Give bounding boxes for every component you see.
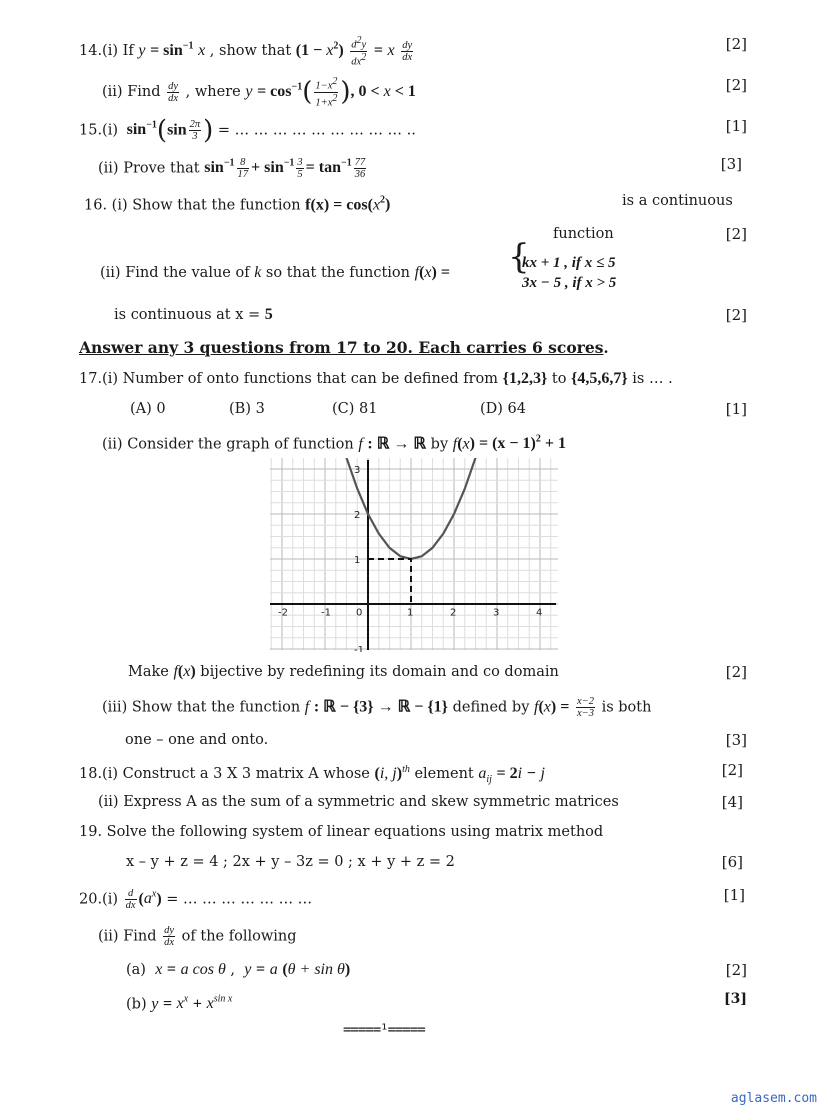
q16-i-label: 16. (i) Show that the function — [84, 197, 301, 214]
q20-ii-b-marks: [3] — [724, 991, 747, 1007]
y-tick-label: 1 — [354, 555, 361, 566]
q18-i-marks: [2] — [721, 761, 743, 779]
q20-ii-a: (a) x = a cos θ , y = a (θ + sin θ) — [126, 961, 351, 978]
q17-i-label: 17.(i) Number of onto functions that can be defined from — [79, 371, 499, 387]
q17-ii-label: (ii) Consider the graph of function — [102, 436, 354, 453]
q20-i-blank: = … … … … … … … — [166, 891, 313, 908]
q20-i-label: 20.(i) — [79, 891, 119, 908]
q20-ii-b: (b) $y = x^x + x^{sin x}$ — [126, 994, 233, 1013]
q14-i-text: If — [122, 43, 134, 59]
q18-i: 18.(i) Construct a 3 X 3 matrix A whose (i, j)$^{th}$ element $a_{ij} = 2i - j$ — [79, 764, 545, 786]
q16-ii-case1: kx + 1 , if x ≤ 5 — [522, 255, 616, 271]
q16-ii-value: 5 — [264, 306, 273, 323]
q15-i-label: 15.(i) — [79, 122, 119, 139]
q20-i: 20.(i) $\frac{d}{dx}$ $(a^x)$ = … … … … … … … — [79, 887, 313, 911]
q17-iii-marks: [3] — [725, 731, 747, 749]
q16-ii-mid: so that the function — [265, 265, 411, 281]
q16-ii-marks: [2] — [725, 306, 747, 324]
q18-ii-marks: [4] — [721, 793, 743, 811]
q16-i-marks: [2] — [725, 225, 747, 243]
section-heading — [79, 339, 609, 358]
q17-i — [79, 370, 673, 388]
q19-equations: x – y + z = 4 ; 2x + y – 3z = 0 ; x + y + z = 2 — [126, 854, 455, 870]
end-of-paper-rule: =====¹===== — [343, 1022, 425, 1038]
q14-ii: (ii) Find $\frac{dy}{dx}$ , where $y = \cos^{-1}$( $\frac{1-x^2}{1+x^2}$ ), 0 < x < 1 — [102, 76, 416, 108]
q16-i-tail: is a continuous — [622, 193, 733, 209]
q17-ii-marks: [2] — [725, 663, 747, 681]
q14-i-label: 14.(i) — [79, 43, 119, 59]
q18-ii: (ii) Express A as the sum of a symmetric and skew symmetric matrices — [98, 794, 619, 810]
q17-iii-label: (iii) Show that the function — [102, 699, 301, 716]
q20-ii: (ii) Find $\frac{dy}{dx}$ of the following — [98, 925, 297, 948]
q20-i-marks: [1] — [723, 886, 745, 904]
section-heading-text: Answer any 3 questions from 17 to 20. Each carries 6 scores — [79, 338, 604, 357]
q17-i-to: to — [551, 371, 567, 387]
q17-i-set1: {1,2,3} — [502, 370, 548, 387]
q16-ii-cont-text: is continuous at x = — [114, 307, 261, 323]
section-heading-period: . — [603, 340, 609, 357]
q16-ii: (ii) Find the value of k so that the function f(x) = — [100, 264, 450, 281]
graph-grid — [270, 458, 558, 650]
q17-iii: (iii) Show that the function f : ℝ − {3} → ℝ − {1} defined by f(x) = $\frac{x-2}{x-3}$ is both — [102, 696, 652, 719]
q14-ii-text: , where — [185, 84, 241, 100]
q17-iii-tail: is both — [601, 699, 652, 716]
q17-i-option-b: (B) 3 — [229, 401, 265, 417]
q16-ii-piecewise: { kx + 1 , if x ≤ 5 3x − 5 , if x > 5 — [508, 237, 617, 291]
q19-text: 19. Solve the following system of linear equations using matrix method — [79, 824, 604, 840]
q18-i-mid: element — [414, 765, 474, 782]
q20-ii-a-marks: [2] — [725, 961, 747, 979]
q14-i-math: y — [138, 42, 146, 59]
q15-ii-label: (ii) Prove that — [98, 160, 200, 177]
q14-ii-label: (ii) Find — [102, 84, 161, 100]
q18-i-label: 18.(i) Construct a 3 X 3 matrix A whose — [79, 765, 370, 782]
q17-ii: (ii) Consider the graph of function f : ℝ → ℝ by $f(x) = (x - 1)^2 + 1$ — [102, 434, 566, 453]
q20-ii-b-label: (b) — [126, 996, 147, 1013]
q17-ii-make: Make f(x) bijective by redefining its domain and co domain — [128, 663, 559, 680]
q15-i-blank: = … … … … … … … … … .. — [217, 122, 416, 139]
y-tick-label: 3 — [354, 465, 361, 476]
q17-iii-line2: one – one and onto. — [125, 732, 269, 748]
q14-i-marks: [2] — [725, 35, 747, 53]
q17-ii-by: by — [430, 436, 449, 453]
q14-i-text-b: , show that — [209, 43, 292, 59]
x-tick-label: 1 — [407, 607, 414, 619]
site-watermark[interactable]: aglasem.com — [730, 1091, 817, 1106]
q17-i-option-c: (C) 81 — [332, 401, 378, 417]
q17-i-option-d: (D) 64 — [480, 401, 526, 417]
x-tick-label: 3 — [493, 607, 500, 619]
q15-i: 15.(i) $\sin^{-1}(\sin$ $\frac{2\pi}{3}$ ) = … … … … … … … … … .. — [79, 115, 416, 146]
q16-i: 16. (i) Show that the function $f(x) = \cos(x^2)$ — [84, 195, 391, 214]
x-tick-label: 2 — [450, 607, 457, 619]
q19-marks: [6] — [721, 853, 743, 871]
q14-ii-marks: [2] — [725, 76, 747, 94]
x-tick-label: -1 — [321, 607, 331, 619]
function-graph — [268, 456, 560, 652]
q15-i-marks: [1] — [725, 117, 747, 135]
q17-ii-make-label: Make — [128, 664, 169, 680]
q14-i: 14.(i) If $y = \sin^{-1} x$ , show that $(1 - x^2)$ $\frac{d^2y}{dx^2}$ = x $\frac{dy}{dx}$ — [79, 35, 413, 67]
q15-ii: (ii) Prove that $\sin^{-1}$ $\frac{8}{17}$ + $\sin^{-1}$ $\frac{3}{5}$ = $\tan^{-1}$ $\frac{77}{36}$ — [98, 156, 366, 180]
q15-ii-marks: [3] — [720, 155, 742, 173]
y-tick-label: -1 — [354, 645, 364, 652]
graph-axes — [270, 460, 556, 650]
q20-ii-tail: of the following — [181, 928, 297, 945]
q17-iii-defined: defined by — [452, 699, 530, 716]
q16-ii-case2: 3x − 5 , if x > 5 — [522, 275, 617, 291]
q20-ii-label: (ii) Find — [98, 928, 157, 945]
x-tick-label: 0 — [356, 607, 363, 619]
q17-i-option-a: (A) 0 — [130, 401, 166, 417]
q17-i-set2: {4,5,6,7} — [571, 370, 628, 387]
y-tick-label: 2 — [354, 510, 361, 521]
q17-i-marks: [1] — [725, 400, 747, 418]
q16-ii-label: (ii) Find the value of — [100, 265, 250, 281]
q17-i-tail: is … . — [632, 371, 673, 387]
x-tick-label: -2 — [278, 607, 288, 619]
x-tick-label: 4 — [536, 607, 543, 619]
q17-ii-make-tail: bijective by redefining its domain and co domain — [200, 664, 559, 680]
q16-i-tail2: function — [553, 226, 614, 242]
q16-ii-cont — [114, 306, 273, 324]
q20-ii-a-label: (a) — [126, 962, 146, 978]
